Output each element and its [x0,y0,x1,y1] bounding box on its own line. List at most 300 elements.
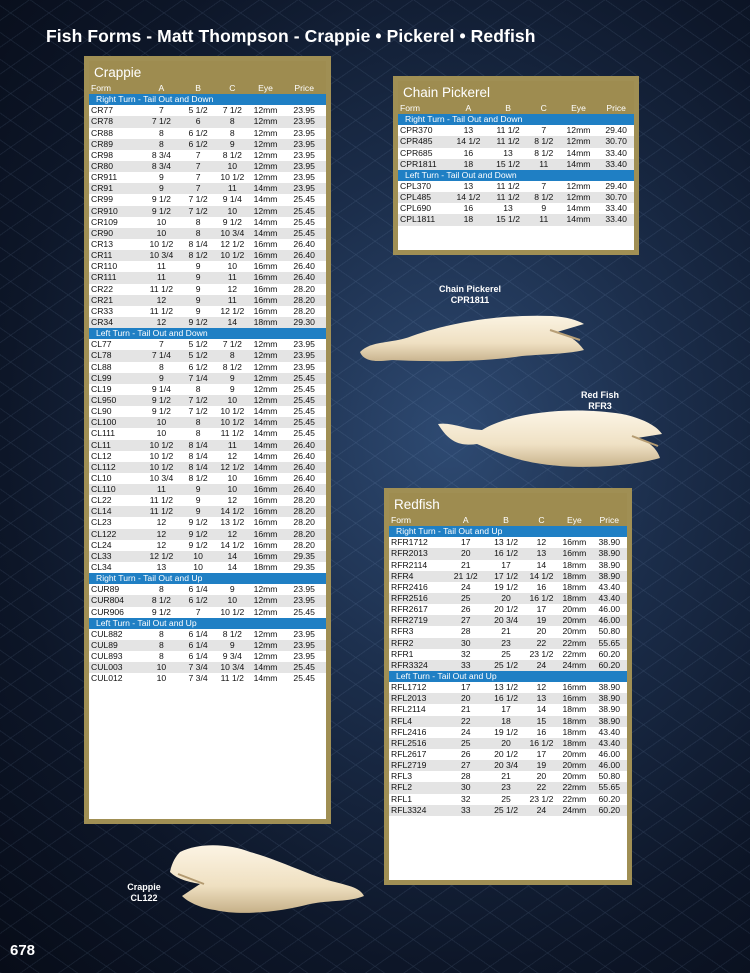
cell-eye: 18mm [562,704,587,715]
cell-form: CUL012 [91,673,123,684]
cell-b: 6 1/2 [188,595,208,606]
cell-price: 33.40 [605,203,627,214]
cell-c: 10 [227,205,238,216]
cell-b: 9 1/2 [188,316,208,327]
cell-eye: 24mm [562,804,587,815]
table-row [89,406,326,417]
cell-price: 26.40 [293,461,315,472]
cell-form: CR111 [91,272,117,283]
cell-eye: 16mm [562,693,587,704]
table-row [389,660,627,671]
cell-eye: 14mm [253,662,278,673]
table-row [398,214,634,225]
cell-a: 33 [460,804,471,815]
cell-a: 11 [156,484,166,495]
cell-b: 20 1/2 [494,604,518,615]
cell-b: 23 [501,637,511,648]
cell-eye: 12mm [253,394,278,405]
cell-form: RFR2416 [391,581,428,592]
cell-price: 38.90 [598,704,621,715]
table-row [89,584,326,595]
cell-c: 8 [229,127,235,138]
cell-form: RFL2416 [391,726,427,737]
table-row [89,317,326,328]
table-row [89,451,326,462]
cell-a: 11 [156,261,166,272]
cell-b: 7 [195,183,201,194]
cell-b: 6 1/2 [188,138,208,149]
cell-form: CL10 [91,472,112,483]
cell-c: 16 [536,726,547,737]
cell-form: CL99 [91,372,112,383]
cell-eye: 18mm [253,316,278,327]
table-row [89,150,326,161]
chain-pickerel-form-image [352,300,592,380]
cell-c: 16 [536,581,547,592]
cell-b: 9 [195,305,201,316]
cell-a: 25 [460,737,471,748]
cell-c: 22 [536,782,547,793]
table-row [89,161,326,172]
cell-price: 23.95 [293,339,315,350]
cell-c: 11 [227,439,237,450]
cell-eye: 14mm [566,203,591,214]
cell-eye: 12mm [253,651,278,662]
table-row [89,629,326,640]
cell-c: 11 [227,272,237,283]
cell-form: CR21 [91,294,113,305]
cell-c: 10 [227,484,238,495]
table-row [89,172,326,183]
cell-eye: 14mm [253,406,278,417]
cell-c: 10 [227,261,238,272]
cell-price: 46.00 [598,615,621,626]
cell-a: 26 [460,748,471,759]
table-row [89,395,326,406]
cell-price: 38.90 [598,693,621,704]
table-row [89,462,326,473]
cell-form: CPL370 [400,180,432,191]
cell-a: 17 [460,537,471,548]
cell-b: 9 1/2 [188,539,208,550]
cell-a: 10 1/2 [149,238,174,249]
table-row [89,673,326,684]
cell-eye: 12mm [253,116,278,127]
cell-form: RFR4 [391,570,414,581]
pickerel-table-body [398,114,634,225]
cell-eye: 12mm [253,584,278,595]
cell-eye: 16mm [253,506,278,517]
cell-c: 12 [227,528,238,539]
cell-b: 13 1/2 [494,537,518,548]
column-header-price: Price [599,515,620,525]
table-row [89,261,326,272]
cell-eye: 20mm [562,748,587,759]
cell-c: 11 1/2 [220,673,244,684]
cell-a: 8 [159,628,164,639]
cell-form: RFL2 [391,782,413,793]
cell-form: CL12 [91,450,112,461]
cell-form: RFR3 [391,626,414,637]
cell-b: 21 [501,771,511,782]
cell-c: 8 [229,116,235,127]
cell-a: 25 [460,592,471,603]
cell-form: CL111 [91,428,116,439]
cell-c: 11 [227,183,237,194]
cell-b: 13 [503,147,513,158]
table-row [89,428,326,439]
section-rows [389,682,627,816]
cell-price: 28.20 [293,539,315,550]
cell-form: RFL2617 [391,748,427,759]
cell-a: 21 [460,704,471,715]
cell-form: CUR906 [91,606,124,617]
cell-eye: 16mm [562,537,587,548]
cell-form: CUL893 [91,651,123,662]
cell-form: CL19 [91,383,112,394]
cell-b: 17 1/2 [494,570,518,581]
cell-eye: 14mm [253,417,278,428]
cell-price: 26.40 [293,439,315,450]
cell-b: 8 1/4 [188,439,208,450]
cell-a: 7 1/2 [151,116,171,127]
table-row [389,771,627,782]
cell-form: RFR2013 [391,548,428,559]
column-header-b: B [503,515,509,525]
cell-price: 60.20 [598,659,621,670]
cell-price: 23.95 [293,651,315,662]
cell-b: 8 1/4 [188,238,208,249]
cell-c: 13 [536,548,547,559]
cell-eye: 14mm [253,183,278,194]
cell-b: 18 [501,715,511,726]
cell-c: 12 1/2 [220,461,245,472]
cell-price: 43.40 [598,592,621,603]
cell-price: 26.40 [293,272,315,283]
cell-c: 10 1/2 [220,406,245,417]
cell-eye: 16mm [562,548,587,559]
cell-price: 25.45 [293,428,315,439]
cell-a: 8 [159,127,164,138]
cell-a: 17 [460,682,471,693]
table-row [89,529,326,540]
table-row [389,593,627,604]
cell-c: 14 [536,559,547,570]
cell-a: 10 1/2 [149,439,174,450]
cell-form: RFL3 [391,771,413,782]
cell-eye: 20mm [562,771,587,782]
cell-eye: 12mm [253,361,278,372]
cell-form: CR22 [91,283,113,294]
cell-c: 10 1/2 [220,250,245,261]
cell-price: 25.45 [293,406,315,417]
cell-a: 30 [460,637,471,648]
table-row [389,615,627,626]
cell-b: 7 [195,606,201,617]
table-row [89,651,326,662]
table-row [389,727,627,738]
cell-c: 12 1/2 [220,238,245,249]
cell-c: 19 [536,615,547,626]
table-row [398,148,634,159]
cell-form: CPL1811 [400,214,436,225]
cell-b: 11 1/2 [496,180,520,191]
section-header: Left Turn - Tail Out and Down [89,328,326,339]
cell-price: 55.65 [598,782,621,793]
cell-b: 13 1/2 [494,682,518,693]
cell-c: 8 1/2 [222,149,242,160]
cell-a: 21 1/2 [453,570,478,581]
cell-b: 7 [195,172,201,183]
cell-price: 25.45 [293,417,315,428]
table-row [398,181,634,192]
cell-form: RFR2617 [391,604,428,615]
table-row [389,704,627,715]
cell-eye: 16mm [253,272,278,283]
cell-b: 25 [501,648,511,659]
cell-eye: 16mm [253,250,278,261]
cell-form: CL90 [91,406,112,417]
table-row [389,626,627,637]
cell-form: RFR2114 [391,559,428,570]
section-rows [89,105,326,328]
cell-eye: 12mm [253,383,278,394]
cell-b: 8 1/4 [188,461,208,472]
cell-form: CR90 [91,227,113,238]
table-row [389,749,627,760]
cell-form: CPR685 [400,147,433,158]
cell-price: 46.00 [598,748,621,759]
cell-a: 9 1/2 [151,194,171,205]
cell-eye: 12mm [253,149,278,160]
cell-c: 10 3/4 [220,662,245,673]
cell-eye: 22mm [562,648,587,659]
cell-c: 9 [229,584,235,595]
cell-price: 29.40 [605,125,627,136]
cell-price: 23.95 [293,172,315,183]
cell-a: 10 [156,662,167,673]
cell-eye: 14mm [253,227,278,238]
cell-c: 24 [536,804,547,815]
cell-price: 30.70 [605,192,627,203]
cell-b: 7 1/2 [188,205,208,216]
cell-form: CL11 [91,439,111,450]
cell-b: 17 [501,559,511,570]
cell-price: 38.90 [598,559,621,570]
cell-c: 12 [536,682,547,693]
cell-b: 5 1/2 [188,339,208,350]
cell-price: 26.40 [293,238,315,249]
table-row [389,638,627,649]
cell-b: 6 1/2 [188,127,208,138]
cell-b: 7 [195,149,201,160]
cell-a: 10 3/4 [149,250,174,261]
column-header-c: C [229,83,236,93]
cell-form: CR98 [91,149,113,160]
cell-form: CR34 [91,316,113,327]
cell-a: 9 [159,372,164,383]
cell-b: 10 [193,550,203,561]
cell-a: 10 [156,417,167,428]
cell-a: 10 3/4 [149,472,174,483]
cell-b: 11 1/2 [496,136,520,147]
cell-eye: 12mm [253,595,278,606]
cell-b: 23 [501,782,511,793]
cell-a: 10 [156,227,167,238]
cell-c: 9 [229,640,235,651]
cell-form: CUR804 [91,595,124,606]
cell-a: 24 [460,726,471,737]
cell-eye: 24mm [562,659,587,670]
table-row [89,517,326,528]
cell-form: CL77 [91,339,112,350]
cell-b: 9 1/2 [188,528,208,539]
cell-price: 29.40 [605,180,627,191]
cell-c: 8 1/2 [222,628,242,639]
cell-a: 8 [159,584,164,595]
redfish-table-header [389,493,627,526]
cell-price: 28.20 [293,495,315,506]
table-row [389,738,627,749]
table-row [89,495,326,506]
cell-a: 12 [156,517,167,528]
cell-a: 24 [460,581,471,592]
cell-a: 9 1/2 [151,205,171,216]
cell-form: CR88 [91,127,113,138]
table-row [89,440,326,451]
pickerel-column-headers [398,103,634,114]
cell-c: 9 [541,203,547,214]
cell-c: 20 [536,771,547,782]
cell-form: CR109 [91,216,118,227]
cell-eye: 12mm [253,172,278,183]
cell-eye: 12mm [253,640,278,651]
cell-c: 12 [227,495,238,506]
cell-price: 23.95 [293,138,315,149]
cell-eye: 16mm [253,261,278,272]
cell-price: 46.00 [598,604,621,615]
cell-form: RFR1712 [391,537,428,548]
redfish-caption-name: Red Fish [580,390,619,400]
cell-c: 7 [541,180,547,191]
cell-eye: 12mm [253,628,278,639]
cell-b: 5 1/2 [188,350,208,361]
cell-form: CPR1811 [400,158,437,169]
cell-form: CL950 [91,394,117,405]
table-row [389,604,627,615]
cell-eye: 12mm [253,127,278,138]
column-header-eye: Eye [571,103,586,113]
cell-price: 43.40 [598,737,621,748]
section-header: Right Turn - Tail Out and Down [398,114,634,125]
cell-price: 26.40 [293,472,315,483]
cell-form: RFR3324 [391,659,428,670]
column-header-form: Form [400,103,421,113]
cell-b: 6 [195,116,201,127]
cell-a: 20 [460,548,471,559]
cell-b: 20 [501,737,511,748]
cell-price: 23.95 [293,628,315,639]
cell-c: 10 [227,472,238,483]
table-row [89,473,326,484]
cell-form: CL100 [91,417,117,428]
cell-form: CL14 [91,506,112,517]
cell-a: 11 1/2 [149,305,174,316]
cell-eye: 12mm [253,138,278,149]
cell-eye: 12mm [253,105,278,116]
cell-b: 6 1/4 [188,628,208,639]
cell-c: 19 [536,760,547,771]
cell-price: 28.20 [293,283,315,294]
pickerel-table-title: Chain Pickerel [403,85,491,100]
cell-form: RFL1712 [391,682,427,693]
cell-eye: 12mm [253,350,278,361]
cell-c: 22 [536,637,547,648]
cell-price: 26.40 [293,484,315,495]
cell-eye: 14mm [253,428,278,439]
cell-price: 23.95 [293,160,315,171]
column-header-a: A [465,103,472,113]
cell-form: CR13 [91,238,113,249]
cell-eye: 16mm [253,539,278,550]
section-rows [89,339,326,573]
cell-price: 25.45 [293,194,315,205]
cell-eye: 16mm [253,517,278,528]
cell-eye: 14mm [253,461,278,472]
cell-form: RFL1 [391,793,413,804]
cell-form: CL33 [91,550,112,561]
cell-b: 9 [195,495,201,506]
cell-b: 8 [195,216,201,227]
section-header: Left Turn - Tail Out and Down [398,170,634,181]
cell-eye: 20mm [562,626,587,637]
cell-c: 15 [536,715,547,726]
cell-b: 8 1/2 [188,250,208,261]
cell-eye: 14mm [566,214,591,225]
cell-form: CL24 [91,539,112,550]
cell-b: 7 1/2 [188,194,208,205]
table-row [389,716,627,727]
table-row [89,362,326,373]
table-row [389,649,627,660]
cell-c: 14 1/2 [220,506,245,517]
pickerel-table-header [398,81,634,114]
cell-a: 8 [159,361,164,372]
cell-c: 14 1/2 [529,570,554,581]
section-rows [398,125,634,170]
cell-price: 60.20 [598,793,621,804]
cell-b: 20 [501,592,511,603]
cell-c: 10 1/2 [220,606,245,617]
cell-eye: 18mm [562,559,587,570]
cell-price: 28.20 [293,305,315,316]
cell-c: 24 [536,659,547,670]
cell-eye: 22mm [562,782,587,793]
redfish-column-headers [389,515,627,526]
cell-a: 12 [156,539,167,550]
cell-form: CR89 [91,138,113,149]
cell-a: 11 1/2 [149,283,174,294]
cell-c: 16 1/2 [529,592,554,603]
cell-a: 12 1/2 [149,550,174,561]
cell-c: 9 [229,383,235,394]
cell-price: 23.95 [293,127,315,138]
table-row [89,607,326,618]
table-row [389,560,627,571]
cell-b: 19 1/2 [494,726,518,737]
cell-a: 9 [159,172,164,183]
cell-eye: 16mm [253,238,278,249]
